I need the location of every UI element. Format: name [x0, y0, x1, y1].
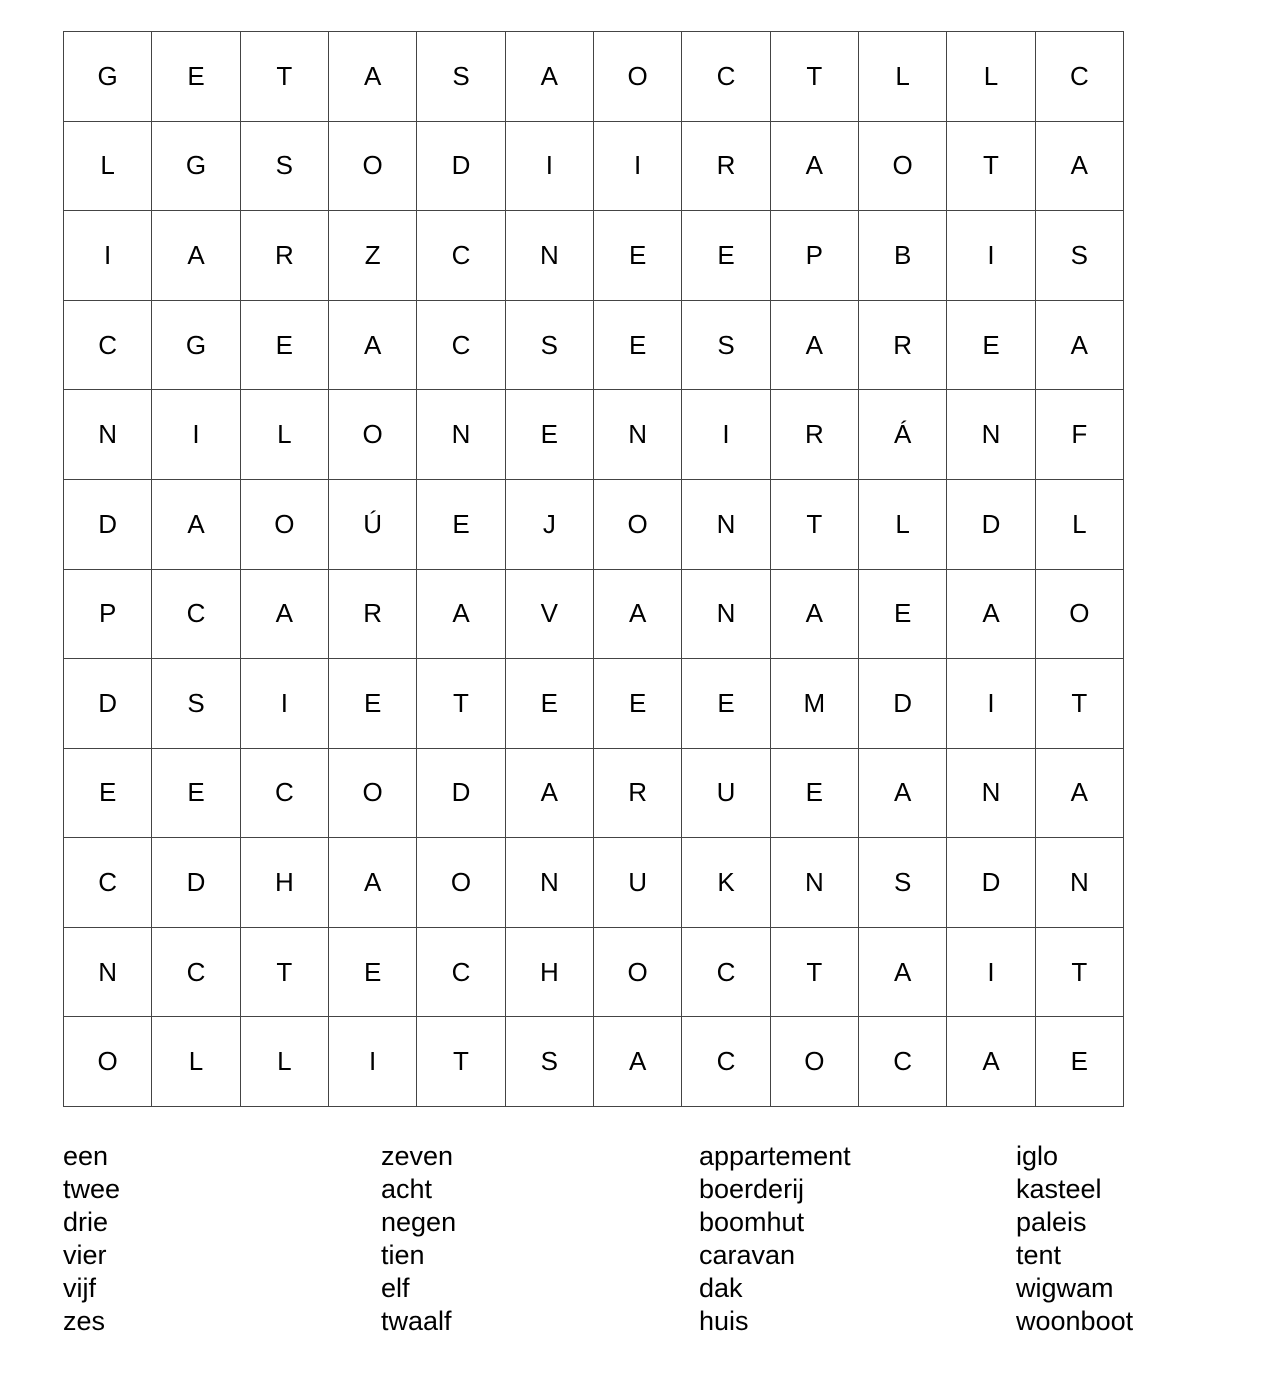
grid-cell: N [594, 390, 682, 480]
grid-cell: E [1036, 1017, 1124, 1107]
grid-cell: E [947, 301, 1035, 391]
grid-cell: M [771, 659, 859, 749]
grid-cell: C [682, 928, 770, 1018]
grid-cell: T [417, 1017, 505, 1107]
word-item: wigwam [1016, 1273, 1114, 1303]
grid-cell: E [241, 301, 329, 391]
word-item: iglo [1016, 1141, 1059, 1171]
grid-cell: N [682, 480, 770, 570]
word-item: tien [381, 1240, 425, 1270]
word-item: tent [1016, 1240, 1062, 1270]
grid-cell: N [682, 570, 770, 660]
word-item: twee [63, 1174, 121, 1204]
grid-cell: O [241, 480, 329, 570]
grid-cell: T [241, 928, 329, 1018]
grid-cell: A [152, 211, 240, 301]
word-item: acht [381, 1174, 433, 1204]
grid-cell: I [947, 928, 1035, 1018]
grid-cell: L [1036, 480, 1124, 570]
word-column-dwellings-1 [699, 1140, 851, 1338]
grid-cell: A [506, 749, 594, 839]
grid-cell: E [594, 301, 682, 391]
grid-cell: T [417, 659, 505, 749]
grid-cell: C [64, 838, 152, 928]
grid-cell: A [771, 570, 859, 660]
grid-cell: L [859, 32, 947, 122]
word-item: kasteel [1016, 1174, 1102, 1204]
grid-cell: C [241, 749, 329, 839]
grid-cell: A [859, 749, 947, 839]
grid-cell: L [241, 390, 329, 480]
grid-cell: S [859, 838, 947, 928]
grid-cell: A [329, 838, 417, 928]
grid-cell: E [506, 659, 594, 749]
grid-cell: C [1036, 32, 1124, 122]
grid-cell: N [947, 749, 1035, 839]
grid-cell: A [859, 928, 947, 1018]
grid-cell: R [682, 122, 770, 212]
grid-cell: E [417, 480, 505, 570]
word-item: boerderij [699, 1174, 805, 1204]
grid-cell: S [417, 32, 505, 122]
grid-cell: I [64, 211, 152, 301]
grid-cell: O [594, 928, 682, 1018]
grid-cell: E [594, 211, 682, 301]
grid-cell: C [152, 928, 240, 1018]
grid-cell: A [329, 32, 417, 122]
grid-cell: G [152, 122, 240, 212]
grid-cell: S [506, 301, 594, 391]
word-item: vijf [63, 1273, 96, 1303]
grid-cell: T [771, 928, 859, 1018]
grid-cell: S [506, 1017, 594, 1107]
grid-cell: U [594, 838, 682, 928]
grid-cell: N [947, 390, 1035, 480]
grid-cell: R [859, 301, 947, 391]
grid-cell: R [771, 390, 859, 480]
grid-cell: A [1036, 301, 1124, 391]
grid-cell: D [859, 659, 947, 749]
grid-cell: N [1036, 838, 1124, 928]
grid-cell: P [771, 211, 859, 301]
grid-cell: O [594, 32, 682, 122]
grid-cell: C [682, 32, 770, 122]
grid-cell: D [947, 480, 1035, 570]
grid-cell: O [329, 122, 417, 212]
grid-cell: O [771, 1017, 859, 1107]
grid-cell: S [1036, 211, 1124, 301]
grid-cell: P [64, 570, 152, 660]
grid-cell: K [682, 838, 770, 928]
grid-cell: A [947, 1017, 1035, 1107]
grid-cell: O [417, 838, 505, 928]
grid-cell: Ú [329, 480, 417, 570]
grid-cell: I [329, 1017, 417, 1107]
grid-cell: N [417, 390, 505, 480]
grid-cell: A [594, 1017, 682, 1107]
grid-cell: A [594, 570, 682, 660]
word-item: een [63, 1141, 109, 1171]
grid-cell: T [241, 32, 329, 122]
word-item: woonboot [1016, 1306, 1134, 1336]
word-item: elf [381, 1273, 410, 1303]
grid-cell: I [947, 211, 1035, 301]
grid-cell: C [417, 928, 505, 1018]
grid-cell: G [64, 32, 152, 122]
grid-cell: E [859, 570, 947, 660]
grid-cell: E [152, 749, 240, 839]
word-column-dwellings-2 [1016, 1140, 1133, 1338]
word-list [0, 1140, 1266, 1340]
grid-cell: N [64, 390, 152, 480]
grid-cell: D [64, 480, 152, 570]
grid-cell: R [241, 211, 329, 301]
grid-cell: N [771, 838, 859, 928]
grid-cell: O [859, 122, 947, 212]
grid-cell: U [682, 749, 770, 839]
grid-cell: N [64, 928, 152, 1018]
grid-cell: R [594, 749, 682, 839]
grid-cell: I [594, 122, 682, 212]
word-column-numbers-2 [381, 1140, 456, 1338]
grid-cell: E [329, 928, 417, 1018]
grid-cell: C [682, 1017, 770, 1107]
grid-cell: E [682, 659, 770, 749]
word-item: paleis [1016, 1207, 1087, 1237]
word-item: zeven [381, 1141, 454, 1171]
grid-cell: A [506, 32, 594, 122]
grid-cell: O [1036, 570, 1124, 660]
grid-cell: A [1036, 749, 1124, 839]
grid-cell: A [771, 122, 859, 212]
grid-cell: Z [329, 211, 417, 301]
grid-cell: S [682, 301, 770, 391]
grid-cell: C [417, 211, 505, 301]
grid-cell: A [947, 570, 1035, 660]
word-item: zes [63, 1306, 106, 1336]
grid-cell: I [947, 659, 1035, 749]
word-item: twaalf [381, 1306, 452, 1336]
grid-cell: C [859, 1017, 947, 1107]
word-item: vier [63, 1240, 107, 1270]
grid-cell: D [417, 749, 505, 839]
grid-cell: O [329, 390, 417, 480]
word-search-grid [63, 31, 1124, 1107]
grid-cell: T [947, 122, 1035, 212]
word-item: huis [699, 1306, 749, 1336]
grid-cell: B [859, 211, 947, 301]
grid-cell: N [506, 211, 594, 301]
grid-cell: H [506, 928, 594, 1018]
word-item: caravan [699, 1240, 796, 1270]
word-item: boomhut [699, 1207, 805, 1237]
grid-cell: E [152, 32, 240, 122]
grid-cell: A [152, 480, 240, 570]
grid-cell: I [241, 659, 329, 749]
word-item: drie [63, 1207, 109, 1237]
grid-cell: E [64, 749, 152, 839]
grid-cell: S [152, 659, 240, 749]
grid-cell: C [417, 301, 505, 391]
grid-cell: L [64, 122, 152, 212]
grid-cell: C [152, 570, 240, 660]
grid-cell: E [594, 659, 682, 749]
grid-cell: I [152, 390, 240, 480]
grid-cell: D [152, 838, 240, 928]
grid-cell: A [241, 570, 329, 660]
grid-cell: O [594, 480, 682, 570]
grid-cell: I [682, 390, 770, 480]
grid-cell: D [417, 122, 505, 212]
grid-cell: E [329, 659, 417, 749]
grid-cell: T [1036, 928, 1124, 1018]
grid-cell: F [1036, 390, 1124, 480]
grid-cell: E [682, 211, 770, 301]
grid-cell: L [241, 1017, 329, 1107]
grid-cell: D [947, 838, 1035, 928]
grid-cell: N [506, 838, 594, 928]
grid-cell: S [241, 122, 329, 212]
word-item: negen [381, 1207, 457, 1237]
grid-cell: H [241, 838, 329, 928]
grid-cell: A [417, 570, 505, 660]
word-column-numbers-1 [63, 1140, 120, 1338]
grid-cell: Á [859, 390, 947, 480]
grid-cell: E [771, 749, 859, 839]
grid-cell: C [64, 301, 152, 391]
grid-cell: V [506, 570, 594, 660]
grid-cell: T [771, 480, 859, 570]
grid-cell: D [64, 659, 152, 749]
grid-cell: A [329, 301, 417, 391]
grid-cell: T [771, 32, 859, 122]
grid-cell: L [152, 1017, 240, 1107]
grid-cell: O [64, 1017, 152, 1107]
grid-cell: L [947, 32, 1035, 122]
word-item: appartement [699, 1141, 851, 1171]
grid-cell: G [152, 301, 240, 391]
grid-cell: J [506, 480, 594, 570]
grid-cell: L [859, 480, 947, 570]
grid-cell: R [329, 570, 417, 660]
grid-cell: A [1036, 122, 1124, 212]
word-item: dak [699, 1273, 743, 1303]
grid-cell: O [329, 749, 417, 839]
grid-cell: I [506, 122, 594, 212]
grid-cell: A [771, 301, 859, 391]
grid-cell: T [1036, 659, 1124, 749]
grid-cell: E [506, 390, 594, 480]
